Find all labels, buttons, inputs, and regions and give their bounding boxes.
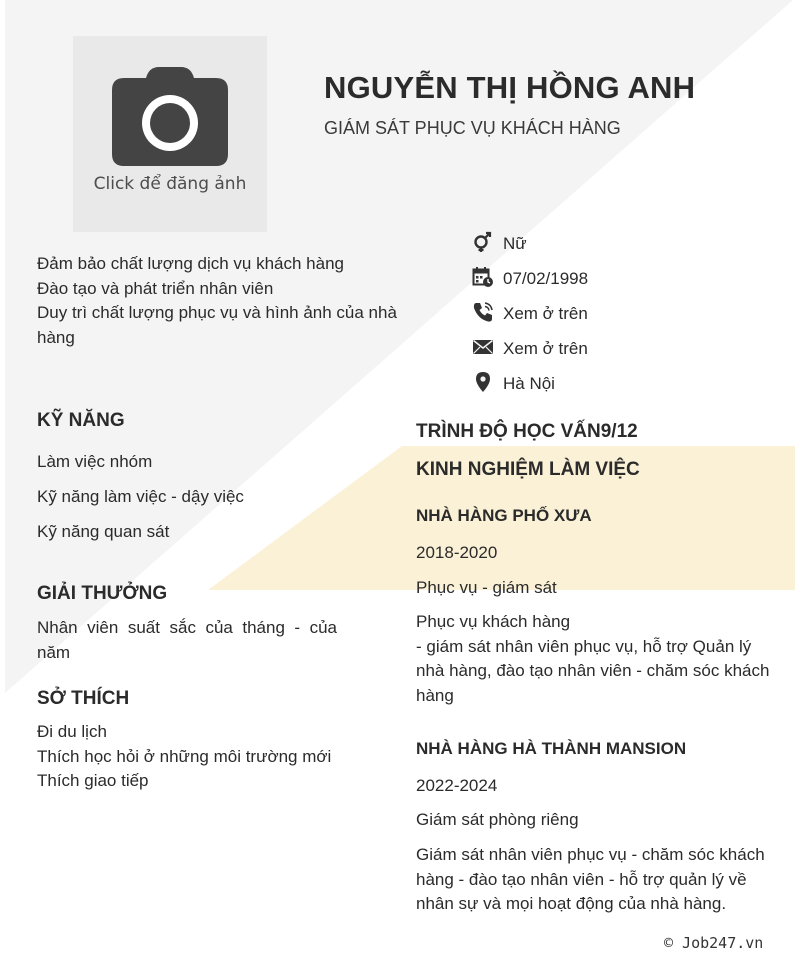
job-description-line: Phục vụ khách hàng bbox=[416, 612, 571, 631]
job-period: 2018-2020 bbox=[416, 543, 498, 562]
hobbies-list bbox=[37, 720, 377, 794]
objective-line: Đảm bảo chất lượng dịch vụ khách hàng bbox=[37, 254, 344, 273]
birthday-value: 07/02/1998 bbox=[503, 269, 589, 288]
profile-photo-placeholder[interactable] bbox=[73, 36, 267, 232]
email-value: Xem ở trên bbox=[503, 339, 588, 358]
camera-icon bbox=[112, 65, 228, 167]
awards-heading: GIẢI THƯỞNG bbox=[37, 583, 168, 604]
hobbies-heading: SỞ THÍCH bbox=[37, 688, 130, 709]
job-description-line: Giám sát nhân viên phục vụ - chăm sóc khách hàng - đào tạo nhân viên - hỗ trợ quản lý về nhân sự và mọi hoạt động của nhà hàng. bbox=[416, 845, 765, 913]
hobby-item: Thích giao tiếp bbox=[37, 771, 149, 790]
job-company: NHÀ HÀNG HÀ THÀNH MANSION bbox=[416, 739, 687, 758]
location-pin-icon bbox=[472, 371, 494, 393]
phone-value: Xem ở trên bbox=[503, 304, 588, 323]
address-value: Hà Nội bbox=[503, 374, 555, 393]
mail-icon bbox=[472, 336, 494, 358]
job-position: Giám sát phòng riêng bbox=[416, 810, 579, 829]
skill-item: Kỹ năng làm việc - dậy việc bbox=[37, 487, 244, 506]
hobby-item: Thích học hỏi ở những môi trường mới bbox=[37, 746, 332, 766]
objective-line: Đào tạo và phát triển nhân viên bbox=[37, 278, 274, 298]
career-objective bbox=[37, 252, 402, 350]
job-company: NHÀ HÀNG PHỐ XƯA bbox=[416, 506, 592, 525]
job-description bbox=[416, 843, 778, 917]
skills-heading: KỸ NĂNG bbox=[37, 410, 125, 431]
job-period: 2022-2024 bbox=[416, 776, 498, 795]
photo-upload-label: Click để đăng ảnh bbox=[93, 174, 247, 194]
job-title: GIÁM SÁT PHỤC VỤ KHÁCH HÀNG bbox=[324, 118, 621, 138]
education-heading bbox=[416, 421, 638, 443]
job-position: Phục vụ - giám sát bbox=[416, 578, 557, 597]
footer-copyright[interactable]: © Job247.vn bbox=[664, 934, 764, 952]
phone-icon bbox=[472, 301, 494, 323]
award-item: Nhân viên suất sắc của tháng - của năm bbox=[37, 618, 337, 662]
skill-item: Làm việc nhóm bbox=[37, 452, 153, 471]
calendar-icon bbox=[472, 266, 494, 288]
job-description-line: - giám sát nhân viên phục vụ, hỗ trợ Quản lý nhà hàng, đào tạo nhân viên - chăm sóc khách hàng bbox=[416, 636, 770, 705]
education-value: 9/12 bbox=[600, 421, 638, 442]
candidate-name: NGUYỄN THỊ HỒNG ANH bbox=[324, 70, 696, 105]
experience-heading: KINH NGHIỆM LÀM VIỆC bbox=[416, 459, 640, 480]
gender-value: Nữ bbox=[503, 234, 527, 253]
objective-line: Duy trì chất lượng phục vụ và hình ảnh của nhà hàng bbox=[37, 303, 397, 347]
skill-item: Kỹ năng quan sát bbox=[37, 522, 170, 541]
hobby-item: Đi du lịch bbox=[37, 722, 107, 741]
job-description bbox=[416, 610, 778, 708]
education-label: TRÌNH ĐỘ HỌC VẤN bbox=[416, 421, 601, 442]
gender-icon bbox=[472, 231, 494, 253]
